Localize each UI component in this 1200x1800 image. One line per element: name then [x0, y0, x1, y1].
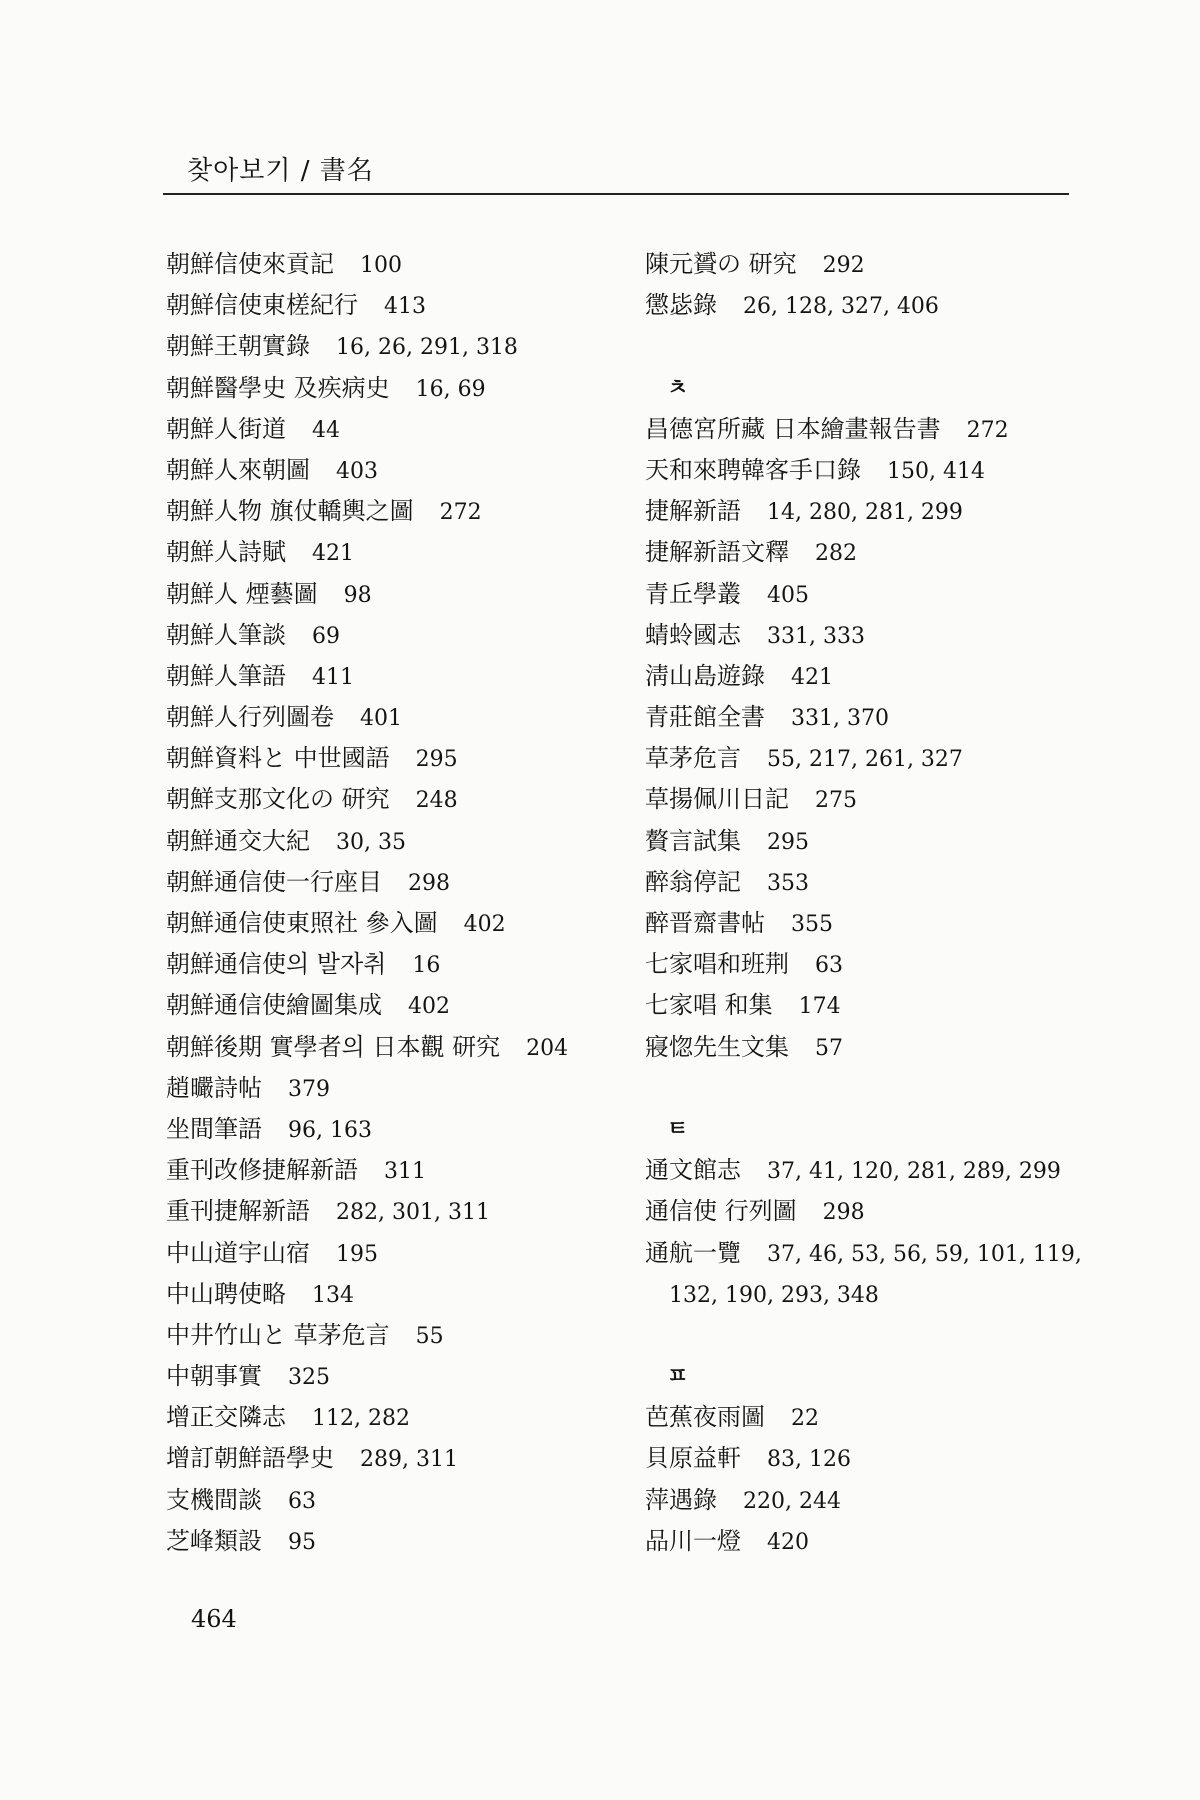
entry-pages: 413 — [384, 294, 426, 320]
entry-title: 朝鮮通信使東照社 參入圖 — [166, 909, 438, 937]
entry-pages: 275 — [815, 788, 857, 814]
index-entry — [166, 697, 606, 738]
entry-pages: 289, 311 — [360, 1447, 458, 1473]
entry-title: 朝鮮人行列圖卷 — [166, 703, 334, 732]
entry-pages: 331, 370 — [791, 706, 889, 732]
index-entry — [166, 903, 606, 944]
index-entry — [645, 615, 1085, 656]
index-entry — [645, 1480, 1085, 1521]
entry-title: 捷解新語文釋 — [645, 538, 789, 567]
section-gap — [645, 1315, 1085, 1356]
entry-pages: 134 — [312, 1282, 354, 1308]
entry-title: 朝鮮通交大紀 — [166, 826, 310, 855]
entry-pages: 98 — [343, 582, 372, 608]
entry-pages: 95 — [288, 1529, 316, 1555]
left-index-column — [166, 244, 606, 1562]
index-entry — [166, 1438, 606, 1479]
index-entry — [166, 326, 606, 367]
entry-pages: 26, 128, 327, 406 — [743, 294, 939, 320]
entry-pages: 282 — [815, 541, 857, 567]
entry-title: 懲毖錄 — [645, 291, 717, 320]
entry-title: 芭蕉夜雨圖 — [645, 1403, 765, 1432]
entry-title: 朝鮮信使東槎紀行 — [166, 291, 358, 320]
entry-pages: 295 — [415, 747, 458, 773]
entry-title: 中山聘使略 — [166, 1279, 286, 1308]
entry-pages: 411 — [312, 664, 354, 690]
index-entry — [166, 532, 606, 573]
entry-pages: 420 — [767, 1529, 809, 1555]
index-entry — [166, 574, 606, 615]
entry-title: 坐間筆語 — [166, 1114, 262, 1143]
index-entry — [166, 1397, 606, 1438]
entry-pages: 401 — [360, 706, 402, 732]
entry-pages: 292 — [822, 253, 865, 278]
entry-pages: 14, 280, 281, 299 — [767, 500, 963, 526]
index-entry — [166, 1521, 606, 1562]
section-heading: ㅌ — [667, 1116, 689, 1142]
index-entry — [166, 862, 606, 903]
entry-pages: 55 — [415, 1323, 444, 1349]
entry-title: 增正交隣志 — [166, 1403, 286, 1432]
entry-title: 天和來聘韓客手口錄 — [645, 455, 861, 484]
entry-title: 朝鮮資料と 中世國語 — [166, 744, 390, 773]
entry-pages: 16 — [412, 953, 441, 979]
entry-title: 朝鮮人街道 — [166, 414, 286, 443]
section-heading: ㅍ — [667, 1364, 689, 1390]
index-entry — [166, 285, 606, 326]
index-entry — [166, 368, 606, 409]
index-entry — [166, 1315, 606, 1356]
entry-title: 朝鮮人 煙藝圖 — [166, 579, 318, 608]
entry-pages: 298 — [408, 870, 450, 896]
index-entry — [645, 409, 1085, 450]
entry-pages: 353 — [767, 870, 809, 896]
entry-title: 朝鮮王朝實錄 — [166, 332, 310, 361]
entry-pages: 272 — [966, 417, 1009, 443]
header-rule — [163, 193, 1069, 195]
index-entry — [645, 1438, 1085, 1479]
entry-pages: 402 — [463, 912, 506, 937]
entry-title: 捷解新語 — [645, 497, 741, 526]
entry-pages: 204 — [526, 1035, 569, 1061]
entry-title: 淸山島遊錄 — [645, 661, 765, 690]
entry-title: 中山道宇山宿 — [166, 1238, 310, 1267]
entry-pages: 295 — [767, 829, 809, 855]
entry-pages: 220, 244 — [743, 1488, 841, 1514]
index-entry — [645, 903, 1085, 944]
index-entry — [166, 615, 606, 656]
index-entry — [166, 1027, 606, 1068]
entry-title: 青丘學叢 — [645, 579, 741, 608]
entry-title: 醉翁停記 — [645, 867, 741, 896]
entry-title: 中井竹山と 草茅危言 — [166, 1320, 390, 1349]
index-entry — [645, 779, 1085, 820]
index-entry — [166, 1233, 606, 1274]
page-number: 464 — [191, 1605, 237, 1633]
entry-pages: 55, 217, 261, 327 — [767, 747, 963, 773]
entry-title: 趙曮詩帖 — [166, 1073, 262, 1102]
index-entry — [645, 1027, 1085, 1068]
entry-title: 醉晋齋書帖 — [645, 909, 765, 937]
entry-pages: 311 — [384, 1159, 426, 1185]
index-entry — [645, 1521, 1085, 1562]
entry-pages: 150, 414 — [887, 458, 985, 484]
entry-pages: 248 — [415, 788, 458, 814]
entry-pages: 272 — [439, 500, 482, 526]
index-entry — [166, 409, 606, 450]
index-entry — [166, 738, 606, 779]
entry-pages: 16, 26, 291, 318 — [336, 335, 518, 361]
index-entry — [166, 450, 606, 491]
entry-pages: 69 — [312, 623, 340, 649]
entry-pages: 421 — [312, 541, 354, 567]
index-entry — [166, 821, 606, 862]
index-entry — [166, 944, 606, 985]
entry-title: 青莊館全書 — [645, 703, 765, 732]
entry-title: 朝鮮人筆語 — [166, 661, 286, 690]
entry-title: 陳元贇の 研究 — [645, 250, 797, 278]
index-entry — [645, 491, 1085, 532]
entry-title: 朝鮮人詩賦 — [166, 538, 286, 567]
entry-pages: 403 — [336, 458, 378, 484]
index-entry — [645, 656, 1085, 697]
index-entry — [645, 944, 1085, 985]
entry-pages: 57 — [815, 1035, 843, 1061]
index-entry — [166, 1480, 606, 1521]
index-entry — [166, 985, 606, 1026]
entry-title: 七家唱 和集 — [645, 991, 773, 1020]
index-entry — [645, 1397, 1085, 1438]
entry-pages: 282, 301, 311 — [336, 1200, 490, 1226]
index-entry — [166, 779, 606, 820]
entry-title: 蜻蛉國志 — [645, 620, 741, 649]
entry-pages: 44 — [312, 417, 340, 443]
section-gap — [645, 326, 1085, 367]
entry-title: 草茅危言 — [645, 744, 741, 773]
entry-pages: 405 — [767, 582, 809, 608]
index-entry — [645, 738, 1085, 779]
index-entry — [166, 244, 606, 285]
entry-title: 朝鮮通信使繪圖集成 — [166, 991, 382, 1020]
entry-pages: 63 — [815, 953, 843, 979]
entry-pages: 402 — [408, 994, 450, 1020]
entry-title: 中朝事實 — [166, 1362, 262, 1391]
entry-pages: 30, 35 — [336, 829, 406, 855]
entry-pages: 22 — [791, 1406, 819, 1432]
entry-pages: 37, 41, 120, 281, 289, 299 — [767, 1159, 1061, 1185]
index-entry — [645, 1191, 1085, 1232]
entry-pages: 63 — [288, 1488, 316, 1514]
entry-pages: 83, 126 — [767, 1447, 851, 1473]
index-entry-continuation — [645, 1274, 1085, 1315]
index-entry — [166, 656, 606, 697]
entry-title: 朝鮮通信使의 발자취 — [166, 950, 387, 979]
index-entry — [645, 821, 1085, 862]
index-entry — [645, 862, 1085, 903]
entry-pages: 100 — [360, 253, 402, 278]
entry-title: 朝鮮通信使一行座目 — [166, 867, 382, 896]
entry-pages: 298 — [822, 1200, 865, 1226]
entry-title: 朝鮮人筆談 — [166, 620, 286, 649]
entry-pages: 195 — [336, 1241, 378, 1267]
entry-title: 朝鮮醫學史 及疾病史 — [166, 373, 390, 402]
entry-title: 品川一燈 — [645, 1526, 741, 1555]
section-heading: ㅊ — [667, 375, 689, 401]
entry-title: 芝峰類設 — [166, 1526, 262, 1555]
index-entry — [166, 1068, 606, 1109]
index-entry — [645, 532, 1085, 573]
index-entry — [645, 1233, 1085, 1274]
entry-pages: 331, 333 — [767, 623, 865, 649]
index-entry — [166, 1191, 606, 1232]
index-entry — [645, 1150, 1085, 1191]
index-entry — [645, 574, 1085, 615]
entry-title: 朝鮮支那文化の 研究 — [166, 785, 390, 814]
entry-pages: 325 — [288, 1365, 330, 1391]
entry-title: 朝鮮人物 旗仗轎輿之圖 — [166, 497, 414, 526]
entry-pages: 421 — [791, 664, 833, 690]
index-entry — [645, 450, 1085, 491]
entry-title: 贅言試集 — [645, 826, 741, 855]
entry-title: 支機間談 — [166, 1485, 262, 1514]
entry-title: 通文館志 — [645, 1156, 741, 1185]
entry-pages: 96, 163 — [288, 1117, 372, 1143]
entry-title: 增訂朝鮮語學史 — [166, 1444, 334, 1473]
index-entry — [645, 697, 1085, 738]
entry-title: 草揚佩川日記 — [645, 785, 789, 814]
section-gap — [645, 1068, 1085, 1109]
index-entry — [645, 985, 1085, 1026]
entry-title: 朝鮮人來朝圖 — [166, 455, 310, 484]
entry-title: 通信使 行列圖 — [645, 1197, 797, 1226]
index-entry — [645, 285, 1085, 326]
entry-title: 昌德宮所藏 日本繪畫報告書 — [645, 414, 941, 443]
right-index-column — [645, 244, 1085, 1562]
index-entry — [166, 1274, 606, 1315]
entry-title: 重刊改修捷解新語 — [166, 1156, 358, 1185]
entry-pages: 379 — [288, 1076, 330, 1102]
entry-title: 朝鮮後期 實學者의 日本觀 研究 — [166, 1032, 501, 1061]
entry-pages: 132, 190, 293, 348 — [669, 1282, 879, 1308]
entry-pages: 174 — [798, 994, 841, 1020]
index-entry — [166, 1356, 606, 1397]
index-entry — [166, 1150, 606, 1191]
entry-pages: 355 — [791, 912, 833, 937]
entry-title: 寢惚先生文集 — [645, 1032, 789, 1061]
entry-title: 通航一覽 — [645, 1238, 741, 1267]
entry-title: 七家唱和班荆 — [645, 950, 789, 979]
entry-title: 朝鮮信使來貢記 — [166, 250, 334, 278]
entry-pages: 37, 46, 53, 56, 59, 101, 119, — [767, 1241, 1082, 1267]
index-entry — [166, 1109, 606, 1150]
entry-pages: 112, 282 — [312, 1406, 410, 1432]
index-entry — [166, 491, 606, 532]
entry-title: 萍遇錄 — [645, 1485, 717, 1514]
index-entry — [645, 244, 1085, 285]
entry-title: 貝原益軒 — [645, 1444, 741, 1473]
entry-title: 重刊捷解新語 — [166, 1197, 310, 1226]
entry-pages: 16, 69 — [415, 376, 486, 402]
page-header-title: 찾아보기 / 書名 — [187, 156, 374, 186]
